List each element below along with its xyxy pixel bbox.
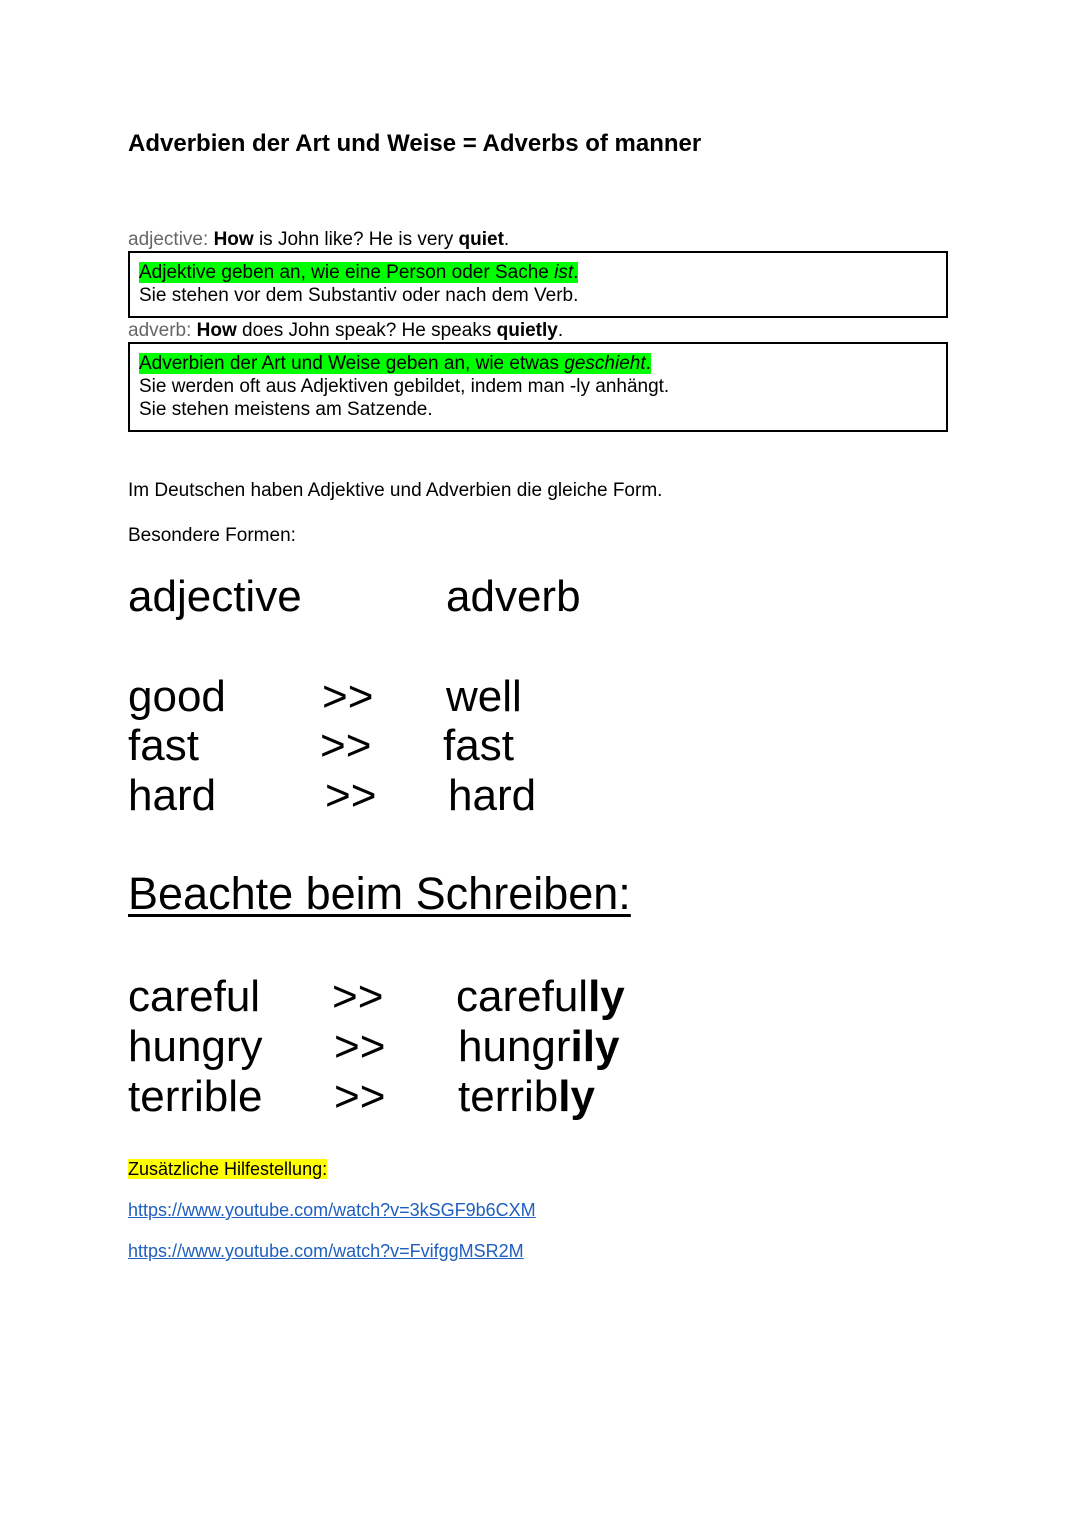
special-forms-label: Besondere Formen: bbox=[128, 525, 296, 546]
irregular-adv: fast bbox=[443, 721, 514, 770]
adjective-example: adjective: How is John like? He is very quiet. bbox=[128, 229, 510, 250]
regular-adv: terribly bbox=[458, 1072, 595, 1121]
irregular-adj: good bbox=[128, 672, 226, 721]
arrow: >> bbox=[332, 972, 384, 1021]
adverb-definition-box: Adverbien der Art und Weise geben an, wie etwas geschieht. Sie werden oft aus Adjektiven gebildet, indem man -ly anhängt. Sie stehen meistens am Satzende. bbox=[128, 342, 948, 432]
arrow: >> bbox=[320, 721, 372, 770]
irregular-adv: hard bbox=[448, 771, 537, 820]
irregular-adv: well bbox=[446, 672, 522, 721]
column-header-adjective: adjective bbox=[128, 572, 302, 621]
highlighted-text: Adverbien der Art und Weise geben an, wie etwas geschieht. bbox=[139, 353, 651, 374]
arrow: >> bbox=[334, 1022, 386, 1071]
writing-heading: Beachte beim Schreiben: bbox=[128, 868, 631, 919]
irregular-adj: fast bbox=[128, 721, 199, 770]
adverb-example: adverb: How does John speak? He speaks quietly. bbox=[128, 320, 564, 341]
adjective-definition-box: Adjektive geben an, wie eine Person oder Sache ist. Sie stehen vor dem Substantiv oder nach dem Verb. bbox=[128, 251, 948, 318]
arrow: >> bbox=[322, 672, 374, 721]
regular-adj: hungry bbox=[128, 1022, 263, 1071]
note-text: Im Deutschen haben Adjektive und Adverbien die gleiche Form. bbox=[128, 480, 663, 501]
youtube-link-1[interactable]: https://www.youtube.com/watch?v=3kSGF9b6CXM bbox=[128, 1200, 536, 1220]
regular-adv: hungrily bbox=[458, 1022, 620, 1071]
arrow: >> bbox=[325, 771, 377, 820]
page-title: Adverbien der Art und Weise = Adverbs of manner bbox=[128, 130, 702, 157]
highlighted-text: Adjektive geben an, wie eine Person oder Sache ist. bbox=[139, 262, 579, 283]
youtube-link-2[interactable]: https://www.youtube.com/watch?v=FvifggMSR2M bbox=[128, 1241, 524, 1261]
regular-adv: carefully bbox=[456, 972, 625, 1021]
arrow: >> bbox=[334, 1072, 386, 1121]
irregular-adj: hard bbox=[128, 771, 217, 820]
regular-adj: careful bbox=[128, 972, 261, 1021]
help-label: Zusätzliche Hilfestellung: bbox=[128, 1159, 328, 1179]
regular-adj: terrible bbox=[128, 1072, 263, 1121]
column-header-adverb: adverb bbox=[446, 572, 581, 621]
